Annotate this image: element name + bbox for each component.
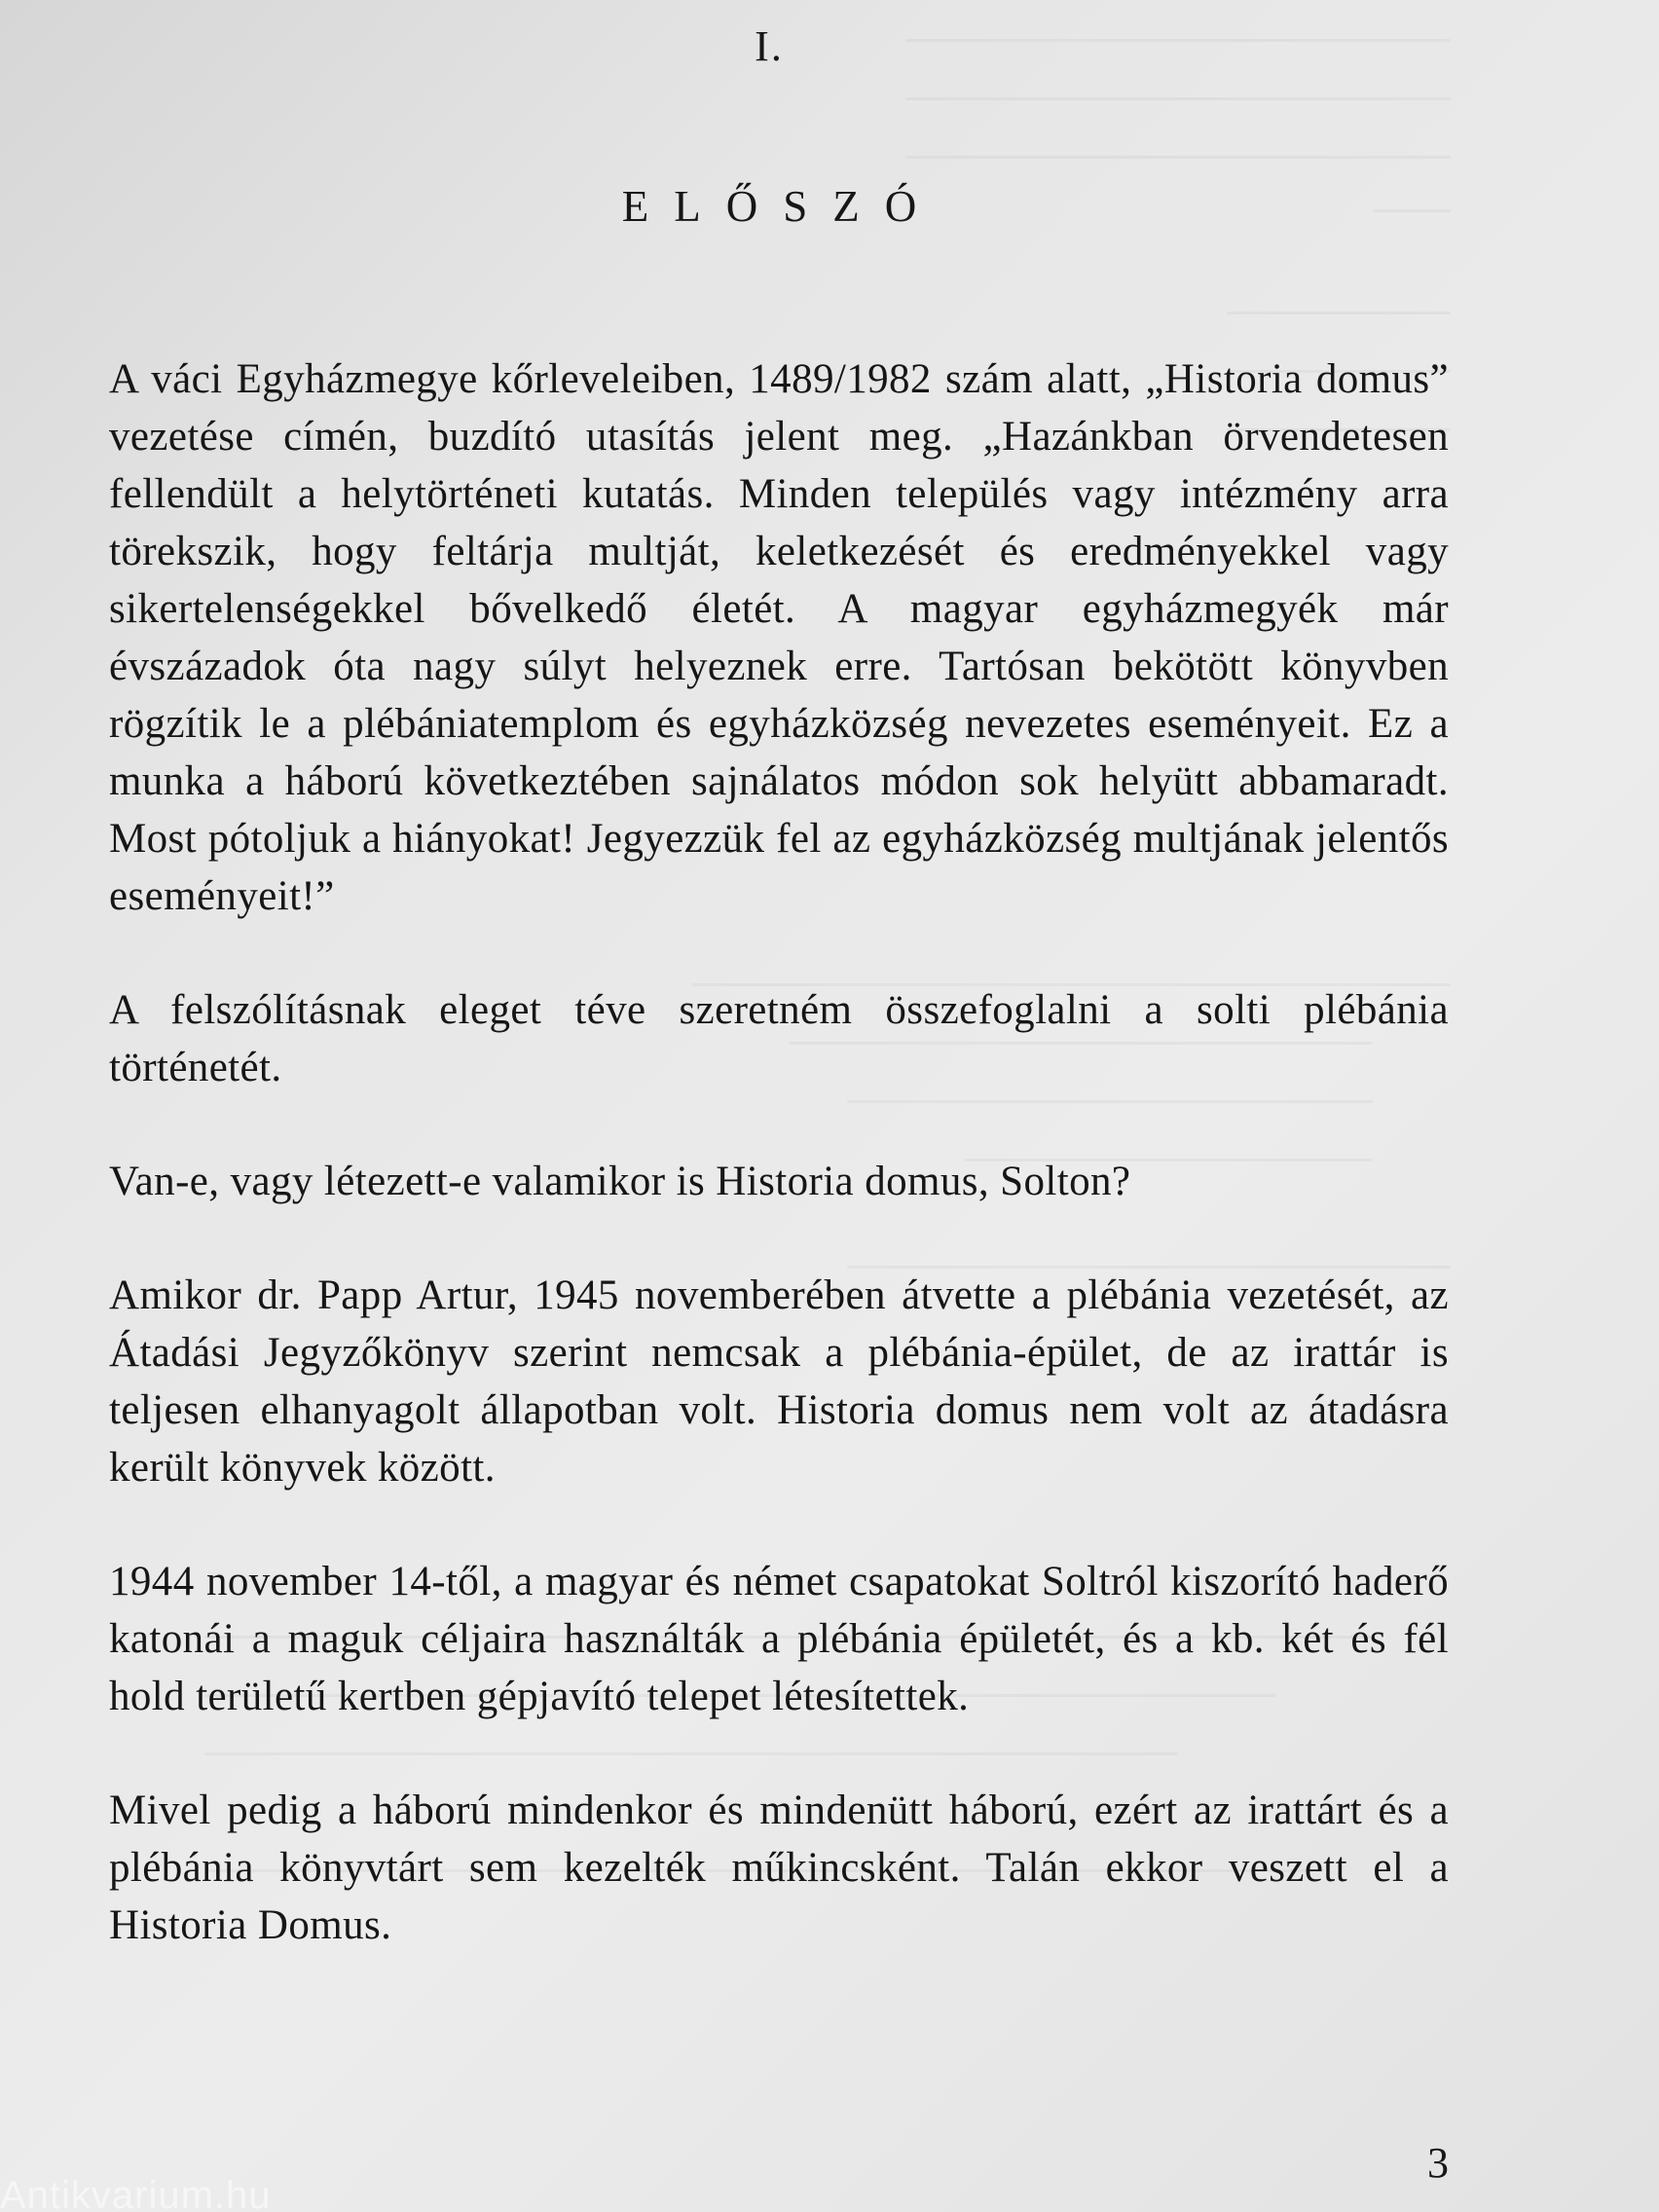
- paragraph-3: Van-e, vagy létezett-e valamikor is Historia domus, Solton?: [109, 1159, 1131, 1204]
- watermark: Antikvarium.hu: [0, 2174, 272, 2212]
- paragraph-1: A váci Egyházmegye kőrleveleiben, 1489/1982 szám alatt, „Historia domus” vezetése címén, buzdító utasítás jelent meg. „Hazánkban örvendetesen fellendült a helytörténeti kutatás. Minden település vagy intézmény arra törekszik, hogy feltárja multját, keletkezését és eredményekkel vagy sikertelenségekkel bővelkedő életét. A magyar egyházmegyék már évszázadok óta nagy súlyt helyeznek erre. Tartósan bekötött könyvben rögzítik le a plébániatemplom és egyházközség nevezetes eseményeit. Ez a munka a háború következtében sajnálatos módon sok helyütt abbamaradt. Most pótoljuk a hiányokat! Jegyezzük fel az egyházközség multjának jelentős eseményeit!”: [109, 356, 1449, 919]
- paragraph-5: 1944 november 14-től, a magyar és német csapatokat Soltról kiszorító haderő katonái a maguk céljaira használták a plébánia épületét, és a kb. két és fél hold területű kertben gépjavító telepet létesítettek.: [109, 1559, 1449, 1719]
- page-number: 3: [1427, 2139, 1449, 2187]
- paragraph-2: A felszólításnak eleget téve szeretném összefoglalni a solti plébánia történetét.: [109, 987, 1449, 1090]
- paragraph-4: Amikor dr. Papp Artur, 1945 novemberében átvette a plébánia vezetését, az Átadási Jegyzőkönyv szerint nemcsak a plébánia-épület, de az irattár is teljesen elhanyagolt állapotban volt. Historia domus nem volt az átadásra került könyvek között.: [109, 1272, 1449, 1491]
- chapter-number: I.: [755, 22, 784, 70]
- chapter-title: ELŐSZÓ: [621, 182, 942, 231]
- page-body: [109, 350, 1449, 2010]
- paragraph-6: Mivel pedig a háború mindenkor és mindenütt háború, ezért az irattárt és a plébánia könyvtárt sem kezelték műkincsként. Talán ekkor veszett el a Historia Domus.: [109, 1788, 1449, 1948]
